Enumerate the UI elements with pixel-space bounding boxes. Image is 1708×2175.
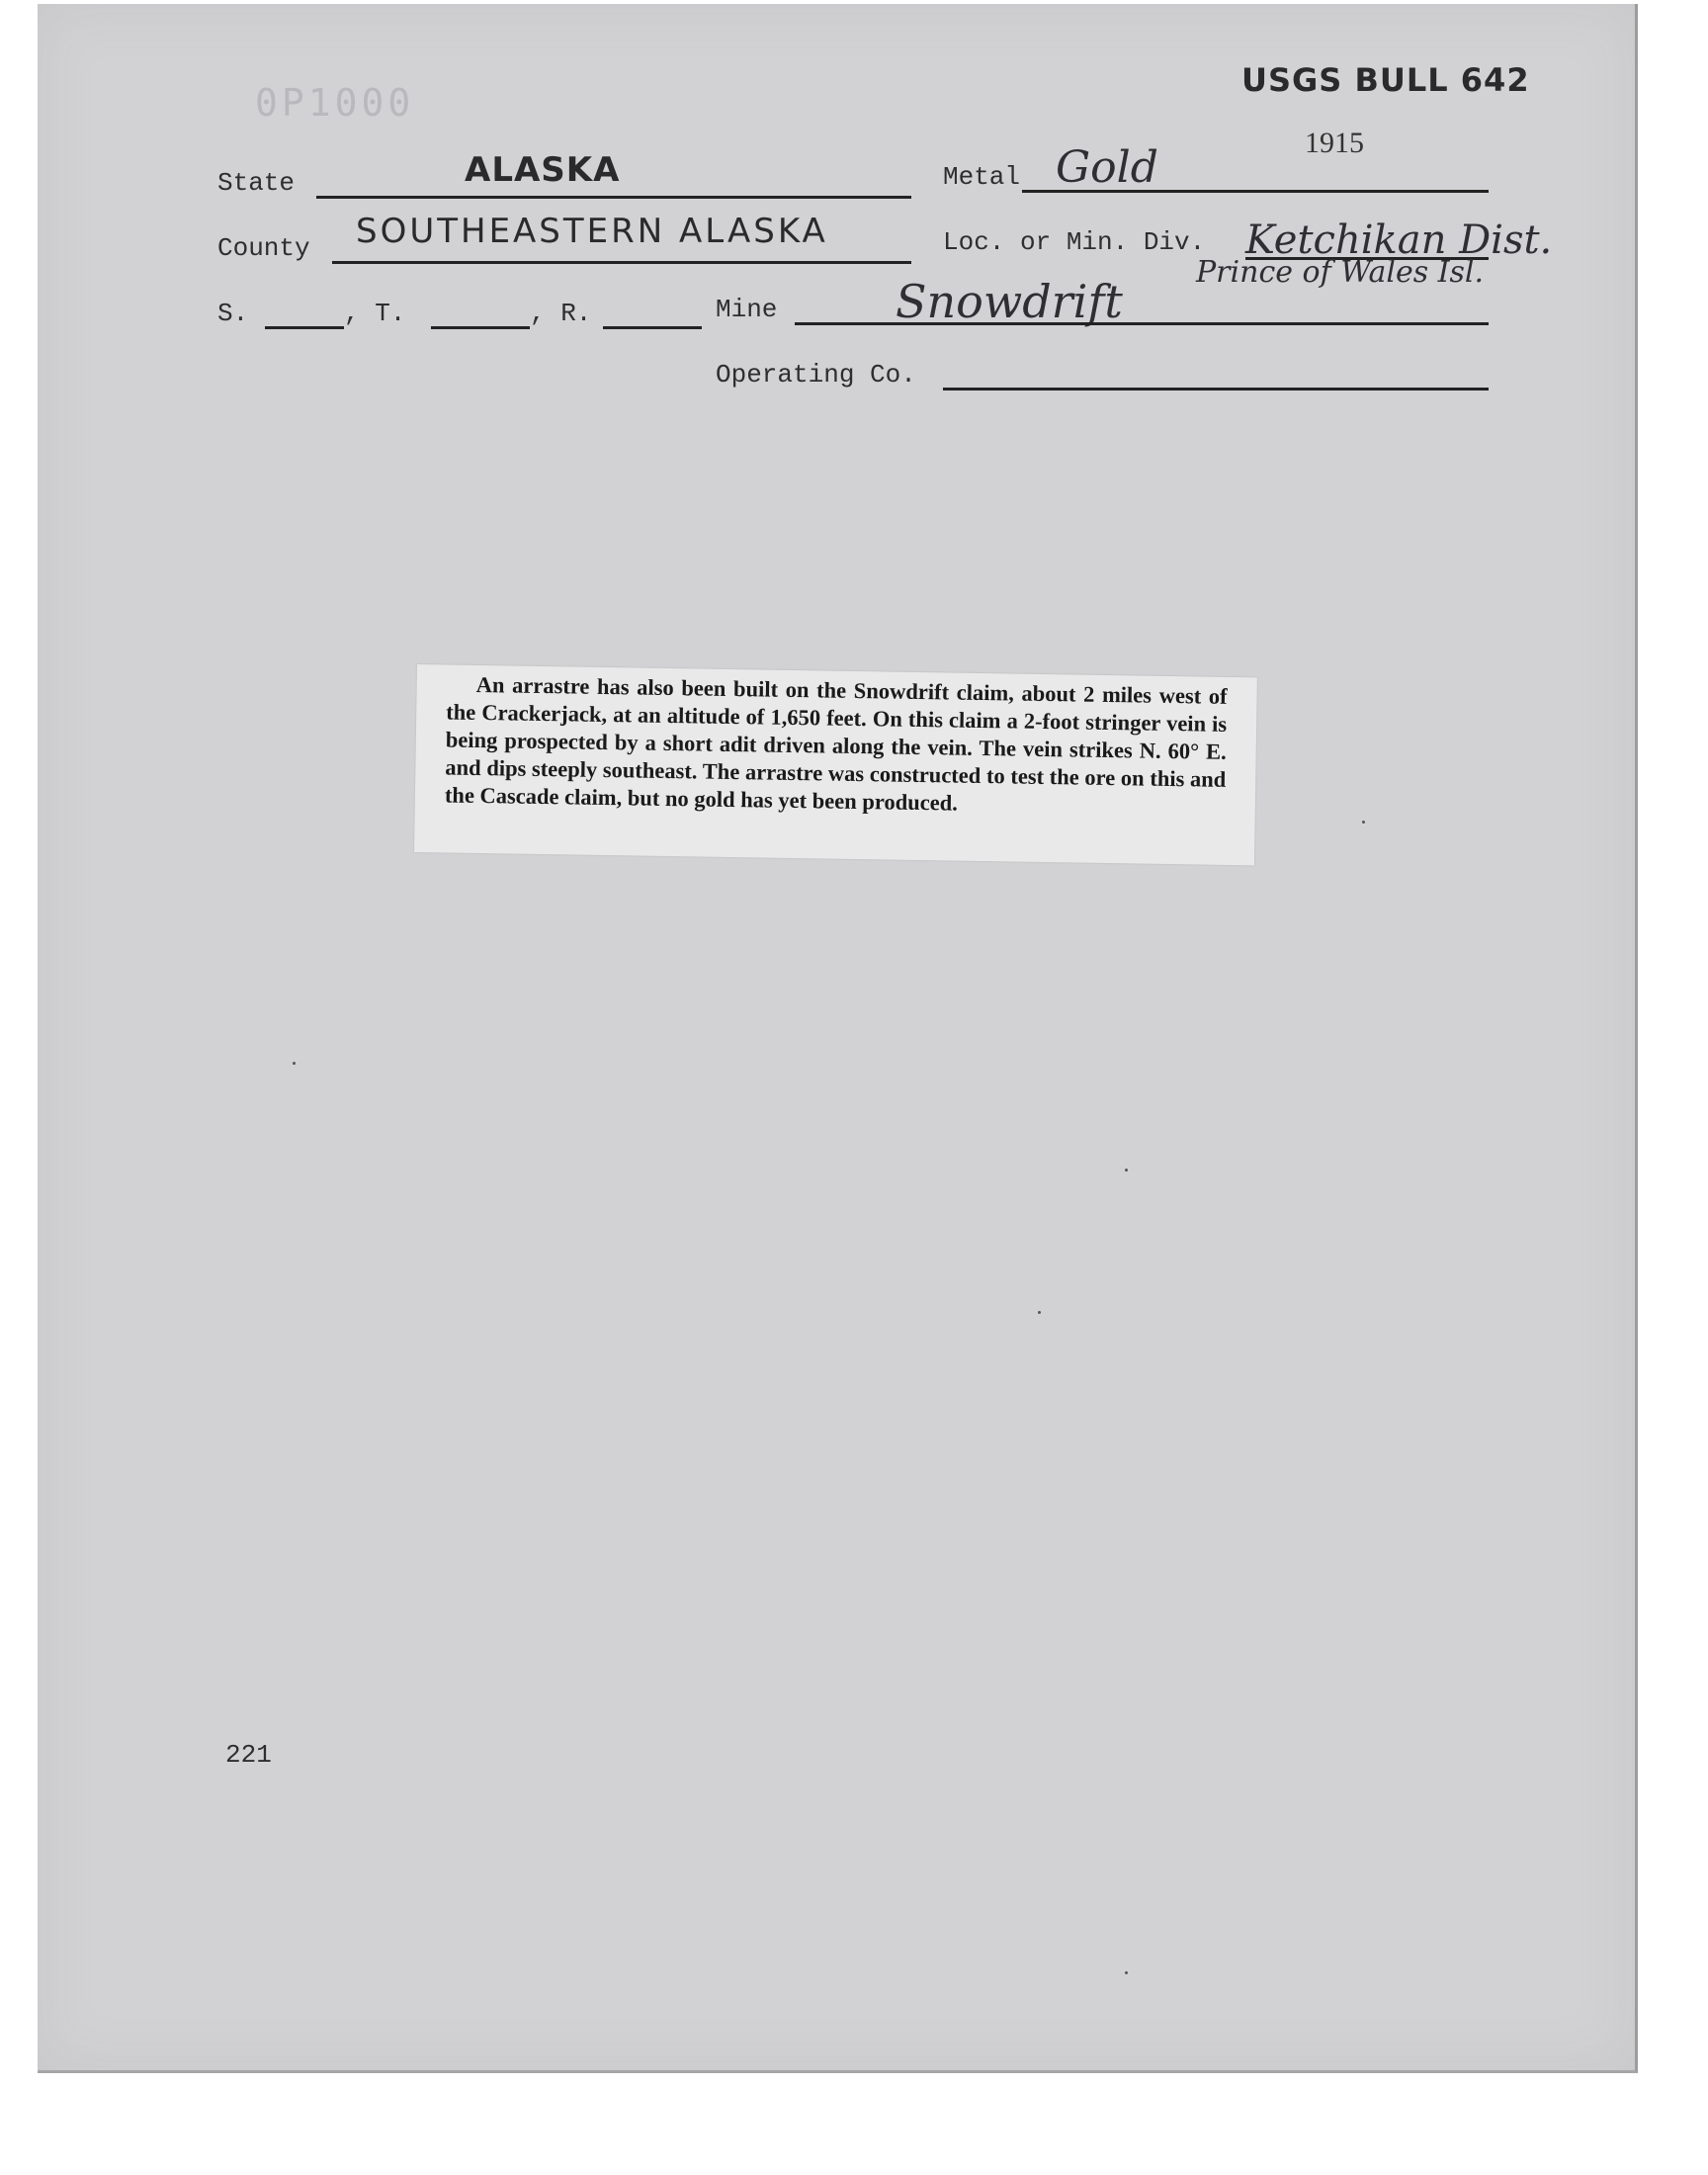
county-value: SOUTHEASTERN ALASKA bbox=[356, 212, 828, 251]
r-line bbox=[603, 326, 702, 329]
s-label: S. bbox=[217, 299, 249, 328]
mine-value: Snowdrift bbox=[896, 275, 1123, 328]
faded-code: 0P1000 bbox=[255, 81, 415, 125]
metal-value: Gold bbox=[1056, 142, 1158, 193]
year: 1915 bbox=[1305, 127, 1364, 159]
state-line bbox=[316, 196, 911, 199]
metal-label: Metal bbox=[943, 162, 1021, 192]
t-line bbox=[431, 326, 530, 329]
county-label: County bbox=[217, 233, 310, 263]
county-line bbox=[332, 261, 911, 264]
mine-label: Mine bbox=[716, 295, 778, 324]
record-card bbox=[38, 4, 1638, 2073]
reference-stamp: USGS BULL 642 bbox=[1241, 61, 1530, 99]
page-number: 221 bbox=[225, 1740, 272, 1770]
speck bbox=[1125, 1971, 1128, 1974]
loc-label: Loc. or Min. Div. bbox=[943, 227, 1206, 257]
state-label: State bbox=[217, 168, 296, 198]
speck bbox=[293, 1062, 296, 1065]
state-value: ALASKA bbox=[465, 150, 621, 190]
speck bbox=[1125, 1169, 1128, 1172]
loc-value-line1: Ketchikan Dist. bbox=[1245, 218, 1553, 263]
speck bbox=[1362, 821, 1365, 824]
s-line bbox=[265, 326, 344, 329]
mine-line bbox=[795, 322, 1489, 325]
clipping-text: An arrastre has also been built on the Snowdrift claim, about 2 miles west of the Crackerjack, at an altitude of 1,650 feet. On this claim a 2-foot stringer vein is being prospected by a short adit driven along the vein. The vein strikes N. 60° E. and dips steeply southeast. The arrastre was constructed to test the ore on this and the Cascade claim, but no gold has yet been produced. bbox=[444, 671, 1228, 816]
r-label: , R. bbox=[530, 299, 592, 328]
loc-value-line2: Prince of Wales Isl. bbox=[1196, 255, 1485, 290]
operating-label: Operating Co. bbox=[716, 360, 916, 390]
t-label: , T. bbox=[344, 299, 406, 328]
metal-line bbox=[1022, 190, 1489, 193]
operating-line bbox=[943, 388, 1489, 391]
newspaper-clipping bbox=[414, 664, 1257, 865]
speck bbox=[1038, 1311, 1041, 1314]
